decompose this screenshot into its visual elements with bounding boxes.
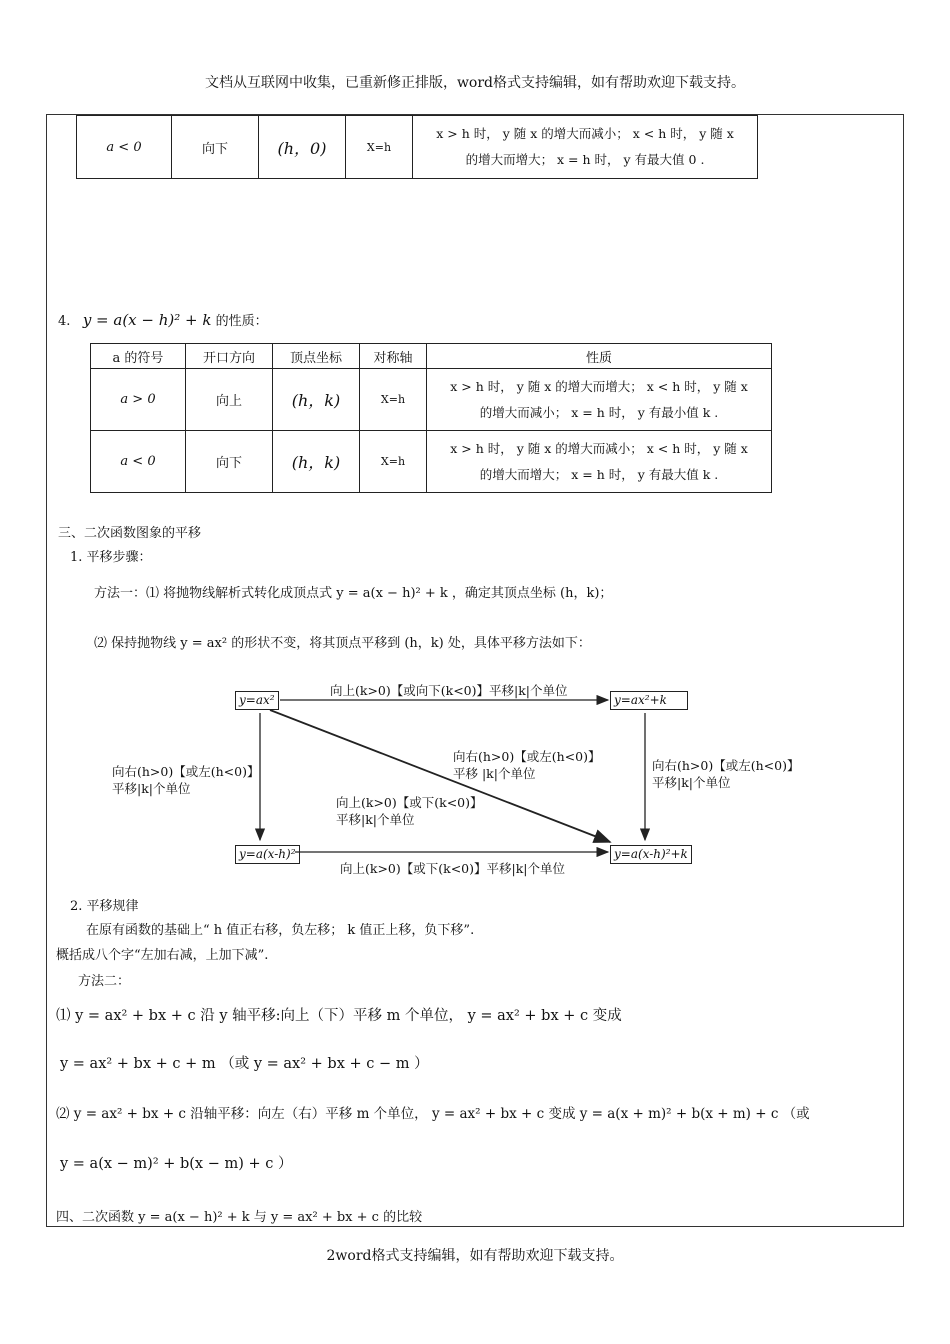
property-cell bbox=[413, 116, 758, 179]
section-number: 4. bbox=[58, 314, 71, 329]
label-left-1: 向右(h>0)【或左(h<0)】 bbox=[112, 764, 260, 779]
section4-title bbox=[58, 310, 268, 329]
method1-step2: ⑵ 保持抛物线 y = ax² 的形状不变，将其顶点平移到 (h，k) 处，具体平移方法如下： bbox=[94, 636, 591, 651]
properties-table bbox=[90, 343, 772, 493]
header-vertex: 顶点坐标 bbox=[273, 344, 360, 369]
table-row bbox=[91, 369, 772, 431]
label-diag-2: 平移 |k|个单位 bbox=[453, 766, 536, 781]
rules-title: 2. 平移规律 bbox=[70, 899, 139, 914]
section-suffix: 的性质： bbox=[215, 314, 268, 329]
property-line: 的增大而减小； x = h 时， y 有最小值 k . bbox=[479, 404, 719, 420]
header-axis: 对称轴 bbox=[360, 344, 427, 369]
property-line: x > h 时， y 随 x 的增大而减小； x < h 时， y 随 x bbox=[436, 126, 734, 141]
section3-title: 三、二次函数图象的平移 bbox=[58, 526, 202, 541]
vertex-cell: (h，k) bbox=[273, 369, 360, 431]
method2-step1-line2: y = ax² + bx + c + m （或 y = ax² + bx + c − m ） bbox=[60, 1056, 429, 1072]
property-line: x > h 时， y 随 x 的增大而增大； x < h 时， y 随 x bbox=[450, 378, 748, 394]
axis-cell: X=h bbox=[346, 116, 413, 179]
box-ax2: y=ax² bbox=[235, 691, 279, 710]
box-vertex-form: y=a(x-h)² bbox=[235, 845, 300, 864]
arrow-diagonal bbox=[270, 710, 610, 842]
header-sign: a 的符号 bbox=[91, 344, 186, 369]
direction-cell: 向下 bbox=[186, 431, 273, 493]
axis-cell: X=h bbox=[360, 431, 427, 493]
sign-cell: a < 0 bbox=[91, 431, 186, 493]
method2-title: 方法二： bbox=[78, 974, 131, 989]
label-mid-1: 向上(k>0)【或下(k<0)】 bbox=[336, 795, 483, 810]
header-property: 性质 bbox=[427, 344, 772, 369]
property-cell bbox=[427, 369, 772, 431]
label-diag-1: 向右(h>0)【或左(h<0)】 bbox=[453, 749, 601, 764]
direction-cell: 向下 bbox=[172, 116, 259, 179]
method2-step2-line1: ⑵ y = ax² + bx + c 沿轴平移：向左（右）平移 m 个单位， y = ax² + bx + c 变成 y = a(x + m)² + b(x + m) + c （或 bbox=[56, 1106, 810, 1122]
document-header: 文档从互联网中收集，已重新修正排版，word格式支持编辑，如有帮助欢迎下载支持。 bbox=[204, 75, 746, 91]
label-top: 向上(k>0)【或向下(k<0)】平移|k|个单位 bbox=[330, 683, 568, 698]
document-footer: 2word格式支持编辑，如有帮助欢迎下载支持。 bbox=[326, 1248, 624, 1264]
label-bottom: 向上(k>0)【或下(k<0)】平移|k|个单位 bbox=[340, 861, 566, 876]
sign-cell: a > 0 bbox=[91, 369, 186, 431]
vertex-form-formula: y = a(x − h)² + k bbox=[82, 311, 212, 329]
rules-line2: 概括成八个字“左加右减，上加下减”. bbox=[56, 948, 269, 963]
property-line: x > h 时， y 随 x 的增大而减小； x < h 时， y 随 x bbox=[450, 440, 748, 456]
label-mid-2: 平移|k|个单位 bbox=[336, 812, 415, 827]
table-top bbox=[76, 115, 758, 179]
box-ax2-plus-k: y=ax²+k bbox=[610, 691, 688, 710]
box-vertex-form-k: y=a(x-h)²+k bbox=[610, 845, 692, 864]
step-title: 1. 平移步骤： bbox=[70, 550, 152, 565]
direction-cell: 向上 bbox=[186, 369, 273, 431]
section4b-title: 四、二次函数 y = a(x − h)² + k 与 y = ax² + bx + c 的比较 bbox=[56, 1210, 423, 1225]
header-direction: 开口方向 bbox=[186, 344, 273, 369]
vertex-cell: (h，k) bbox=[273, 431, 360, 493]
label-right-1: 向右(h>0)【或左(h<0)】 bbox=[652, 758, 800, 773]
vertex-cell: (h，0) bbox=[259, 116, 346, 179]
label-left-2: 平移|k|个单位 bbox=[112, 781, 191, 796]
axis-cell: X=h bbox=[360, 369, 427, 431]
table-row bbox=[91, 431, 772, 493]
method1-step1: 方法一：⑴ 将抛物线解析式转化成顶点式 y = a(x − h)² + k ，确定其顶点坐标 (h，k)； bbox=[94, 586, 613, 601]
label-right-2: 平移|k|个单位 bbox=[652, 775, 731, 790]
property-line: 的增大而增大； x = h 时， y 有最大值 k . bbox=[479, 466, 719, 482]
method2-step2-line2: y = a(x − m)² + b(x − m) + c ） bbox=[60, 1156, 293, 1172]
rules-line1: 在原有函数的基础上“ h 值正右移，负左移； k 值正上移，负下移”. bbox=[86, 923, 475, 938]
property-line: 的增大而增大； x = h 时， y 有最大值 0 . bbox=[465, 152, 705, 167]
property-cell bbox=[427, 431, 772, 493]
method2-step1-line1: ⑴ y = ax² + bx + c 沿 y 轴平移:向上（下）平移 m 个单位， y = ax² + bx + c 变成 bbox=[56, 1008, 622, 1024]
sign-cell: a < 0 bbox=[77, 116, 172, 179]
